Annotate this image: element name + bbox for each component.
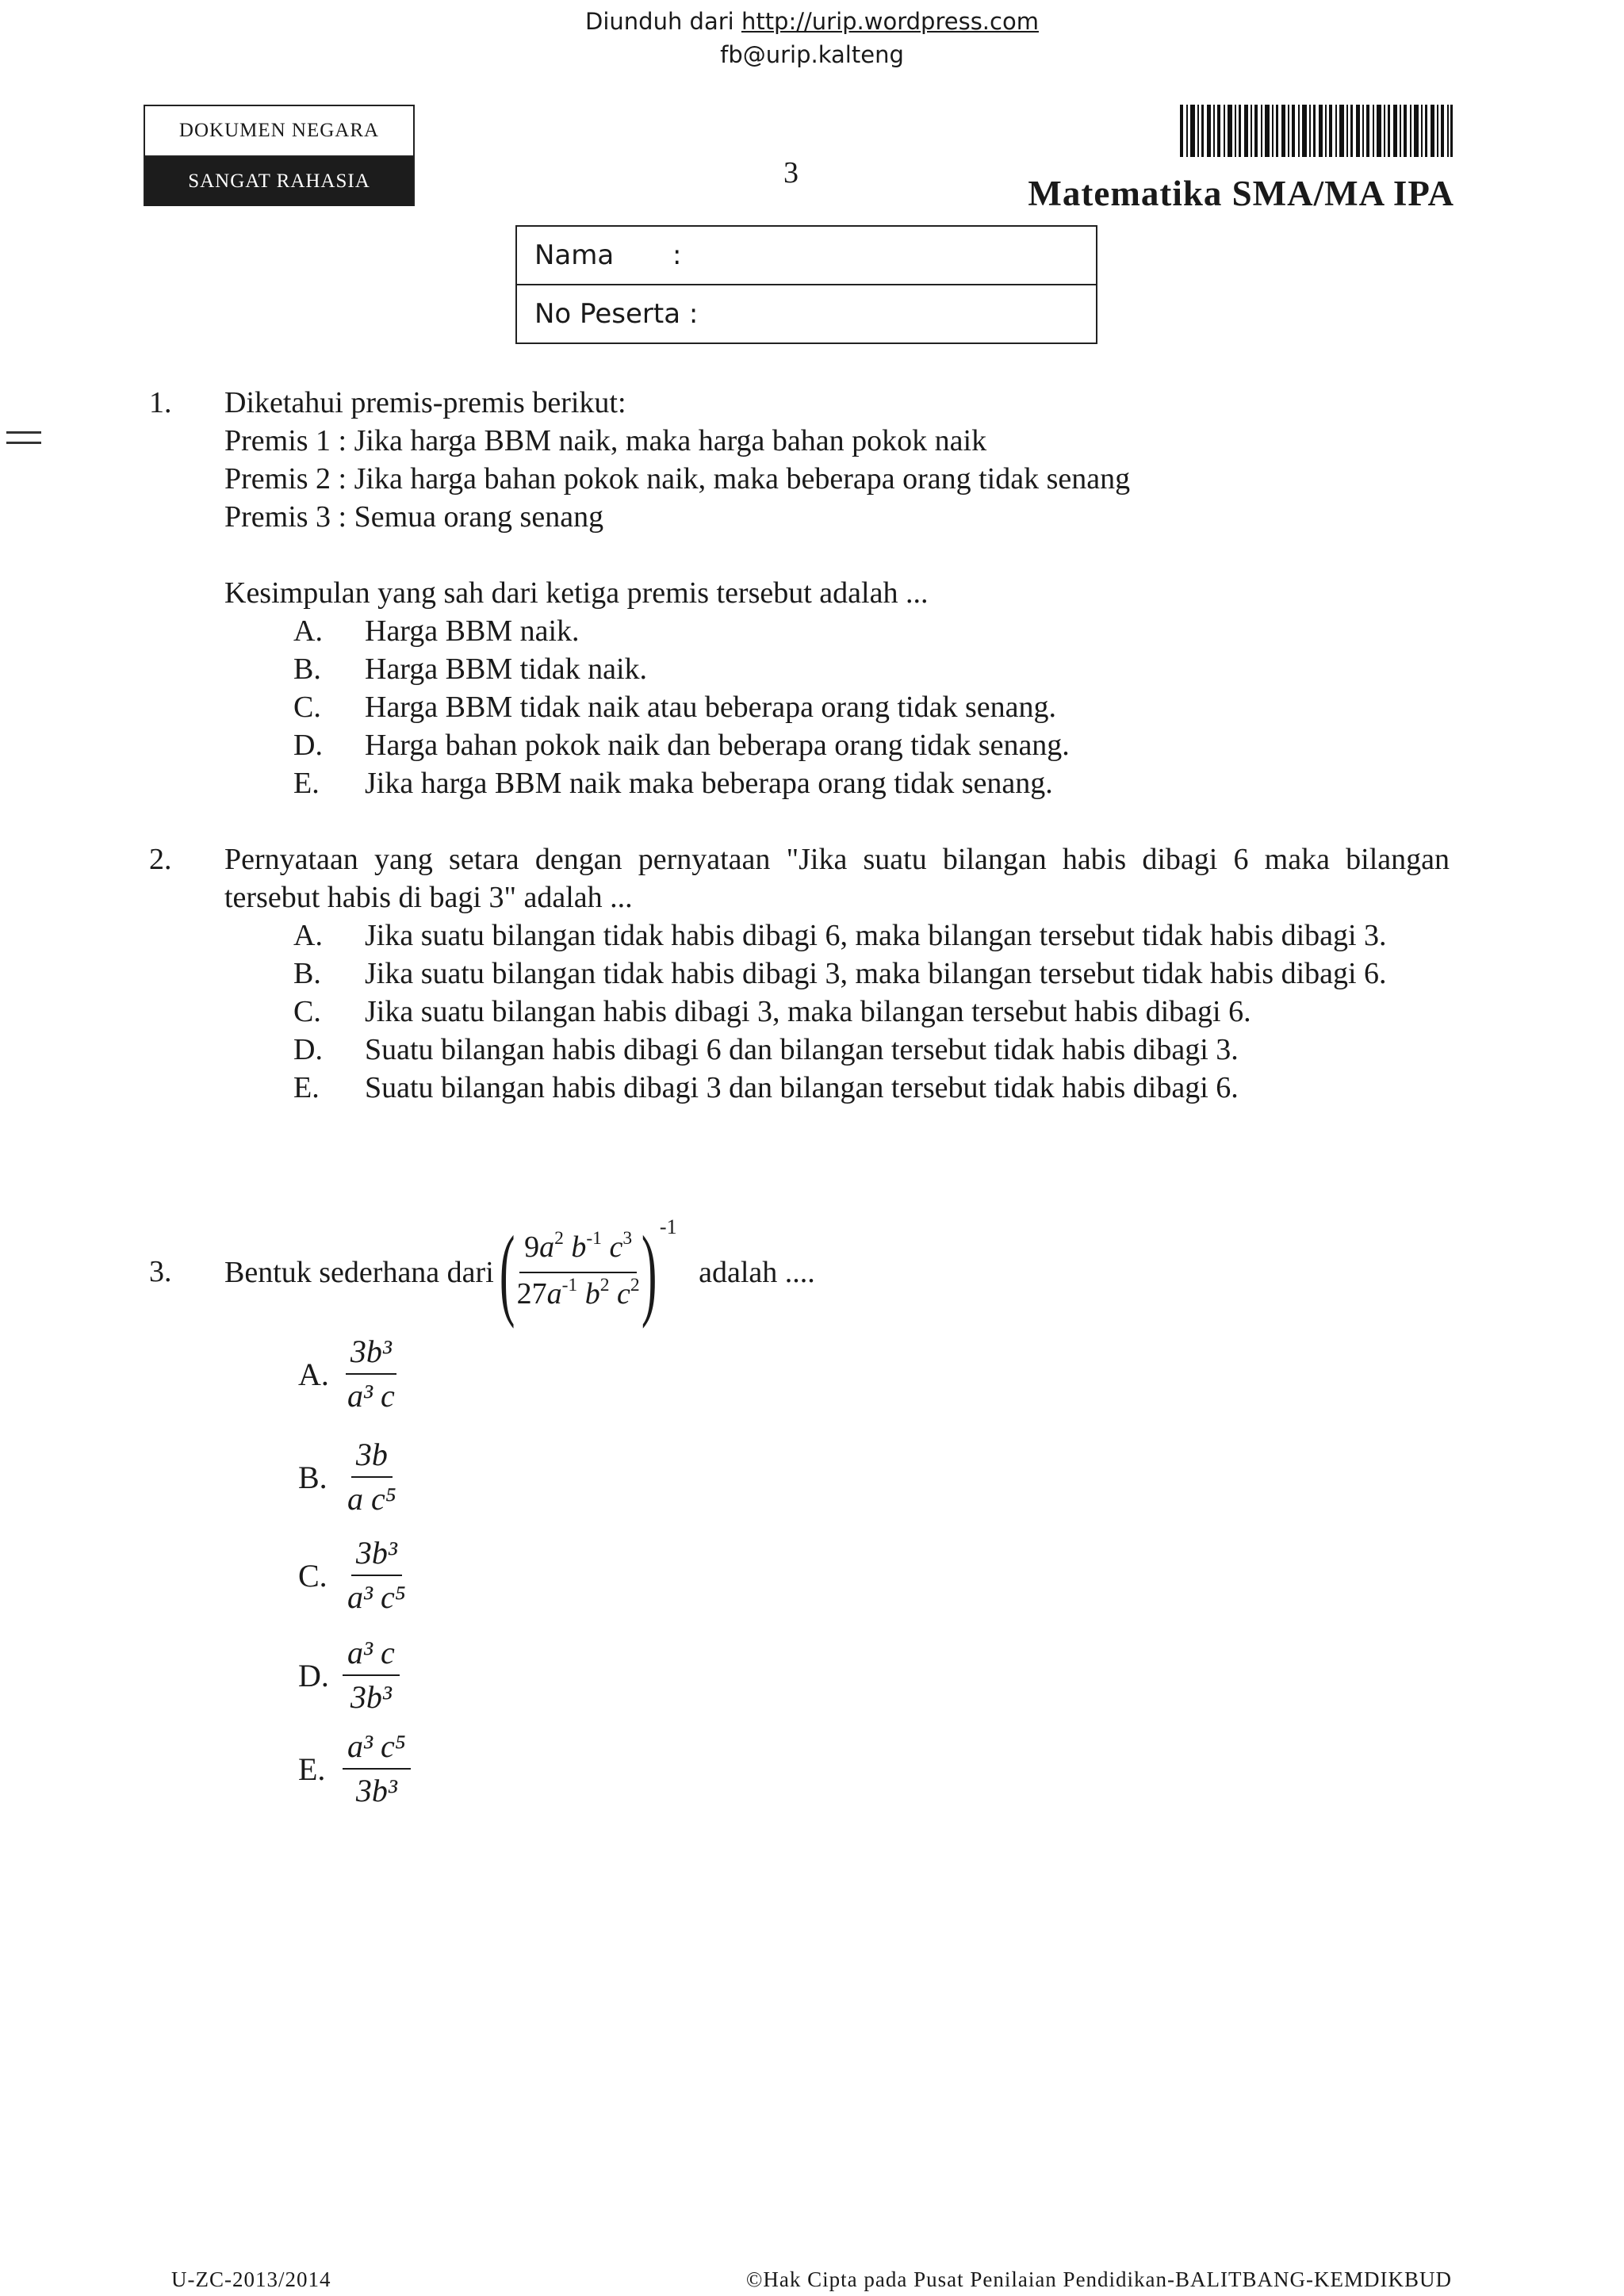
answer-option[interactable] — [293, 993, 1451, 1031]
option-letter: A. — [293, 919, 323, 952]
download-prefix: Diunduh dari — [585, 8, 741, 35]
question-3 — [0, 1215, 1624, 1330]
option-numerator: a³ c⁵ — [343, 1728, 411, 1770]
option-letter: E. — [298, 1751, 326, 1787]
answer-option[interactable] — [298, 1334, 400, 1414]
footer-copyright: ©Hak Cipta pada Pusat Penilaian Pendidikan-BALITBANG-KEMDIKBUD — [745, 2267, 1452, 2291]
option-letter: C. — [293, 691, 321, 724]
answer-option[interactable] — [293, 726, 1451, 764]
option-denominator: a c⁵ — [347, 1481, 396, 1517]
option-letter: D. — [298, 1657, 329, 1693]
premise: Premis 1 : Jika harga BBM naik, maka harga bahan pokok naik — [224, 424, 987, 457]
identity-box — [515, 225, 1097, 344]
question-prefix: Bentuk sederhana dari — [224, 1256, 494, 1289]
option-letter: A. — [298, 1356, 329, 1392]
participant-row — [517, 284, 1096, 342]
answer-options — [293, 916, 1451, 1107]
name-label: Nama — [534, 239, 615, 271]
expression-numerator: $9a^2$ $b^{-1}$ $c^3$ — [519, 1230, 637, 1273]
option-letter: B. — [293, 957, 321, 990]
answer-option[interactable] — [293, 612, 1451, 650]
outer-exponent: -1 — [659, 1215, 677, 1238]
option-denominator: 3b³ — [350, 1679, 392, 1715]
option-text: Jika suatu bilangan tidak habis dibagi 3, maka bilangan tersebut tidak habis dibagi 6. — [365, 957, 1387, 990]
option-text: Harga BBM tidak naik. — [365, 652, 648, 686]
question-prompt — [224, 1215, 1450, 1330]
footer-code: U-ZC-2013/2014 — [171, 2267, 331, 2291]
option-text: Harga bahan pokok naik dan beberapa orang tidak senang. — [365, 729, 1070, 762]
question-suffix: adalah .... — [699, 1256, 815, 1289]
question-body — [224, 384, 1450, 612]
doc-class-bottom: SANGAT RAHASIA — [145, 157, 413, 206]
name-colon: : — [672, 239, 682, 271]
open-paren: ( — [500, 1215, 515, 1330]
download-source-line — [0, 8, 1624, 35]
option-numerator: 3b³ — [346, 1334, 396, 1375]
answer-option[interactable] — [293, 764, 1451, 802]
answer-option[interactable] — [293, 1069, 1451, 1107]
page-number: 3 — [783, 156, 799, 189]
question-number: 3. — [149, 1255, 172, 1288]
answer-option[interactable] — [293, 955, 1451, 993]
option-text: Suatu bilangan habis dibagi 3 dan bilangan tersebut tidak habis dibagi 6. — [365, 1071, 1239, 1104]
option-text: Jika harga BBM naik maka beberapa orang tidak senang. — [365, 767, 1053, 800]
option-letter: C. — [293, 995, 321, 1028]
option-numerator: 3b³ — [351, 1535, 402, 1576]
answer-option[interactable] — [293, 916, 1451, 955]
option-text: Jika suatu bilangan habis dibagi 3, maka bilangan tersebut habis dibagi 6. — [365, 995, 1251, 1028]
option-text: Harga BBM naik. — [365, 614, 580, 648]
answer-option[interactable] — [293, 688, 1451, 726]
document-classification-box — [144, 105, 415, 206]
option-denominator: 3b³ — [355, 1773, 397, 1808]
option-letter: B. — [298, 1459, 327, 1495]
premise: Premis 3 : Semua orang senang — [224, 500, 604, 534]
answer-option[interactable] — [298, 1437, 401, 1517]
expression-denominator: $27a^{-1}$ $b^2$ $c^2$ — [516, 1274, 640, 1311]
margin-mark — [6, 442, 41, 444]
question-prompt: Kesimpulan yang sah dari ketiga premis tersebut adalah ... — [224, 576, 929, 610]
name-row — [517, 227, 1096, 284]
answer-option[interactable] — [298, 1535, 411, 1616]
social-handle: fb@urip.kalteng — [720, 41, 904, 68]
download-link[interactable]: http://urip.wordpress.com — [741, 8, 1039, 35]
option-letter: A. — [293, 614, 323, 648]
option-numerator: 3b — [351, 1437, 393, 1478]
option-text: Jika suatu bilangan tidak habis dibagi 6, maka bilangan tersebut tidak habis dibagi 3. — [365, 919, 1387, 952]
option-letter: E. — [293, 767, 320, 800]
doc-class-top: DOKUMEN NEGARA — [145, 106, 413, 157]
option-letter: D. — [293, 729, 323, 762]
question-intro: Diketahui premis-premis berikut: — [224, 386, 626, 419]
barcode-image — [1180, 105, 1453, 157]
question-number: 1. — [149, 386, 172, 419]
answer-options — [293, 612, 1451, 802]
option-letter: E. — [293, 1071, 320, 1104]
option-letter: D. — [293, 1033, 323, 1066]
subject-title: Matematika SMA/MA IPA — [1028, 174, 1454, 213]
answer-option[interactable] — [298, 1635, 400, 1716]
question-prompt: Pernyataan yang setara dengan pernyataan "Jika suatu bilangan habis dibagi 6 maka bilangan tersebut habis di bagi 3" adalah ... — [224, 843, 1450, 914]
option-numerator: a³ c — [343, 1635, 400, 1676]
option-denominator: a³ c — [347, 1378, 395, 1414]
participant-label: No Peserta : — [534, 298, 699, 330]
option-text: Suatu bilangan habis dibagi 6 dan bilangan tersebut tidak habis dibagi 3. — [365, 1033, 1239, 1066]
answer-option[interactable] — [293, 650, 1451, 688]
premise: Premis 2 : Jika harga bahan pokok naik, maka beberapa orang tidak senang — [224, 462, 1131, 496]
option-letter: C. — [298, 1557, 327, 1594]
margin-mark — [6, 431, 41, 434]
answer-option[interactable] — [293, 1031, 1451, 1069]
expression-fraction — [512, 1227, 645, 1315]
option-denominator: a³ c⁵ — [347, 1579, 406, 1615]
question-number: 2. — [149, 843, 172, 876]
close-paren: ) — [641, 1215, 657, 1330]
option-text: Harga BBM tidak naik atau beberapa orang tidak senang. — [365, 691, 1056, 724]
answer-option[interactable] — [298, 1728, 411, 1809]
option-letter: B. — [293, 652, 321, 686]
